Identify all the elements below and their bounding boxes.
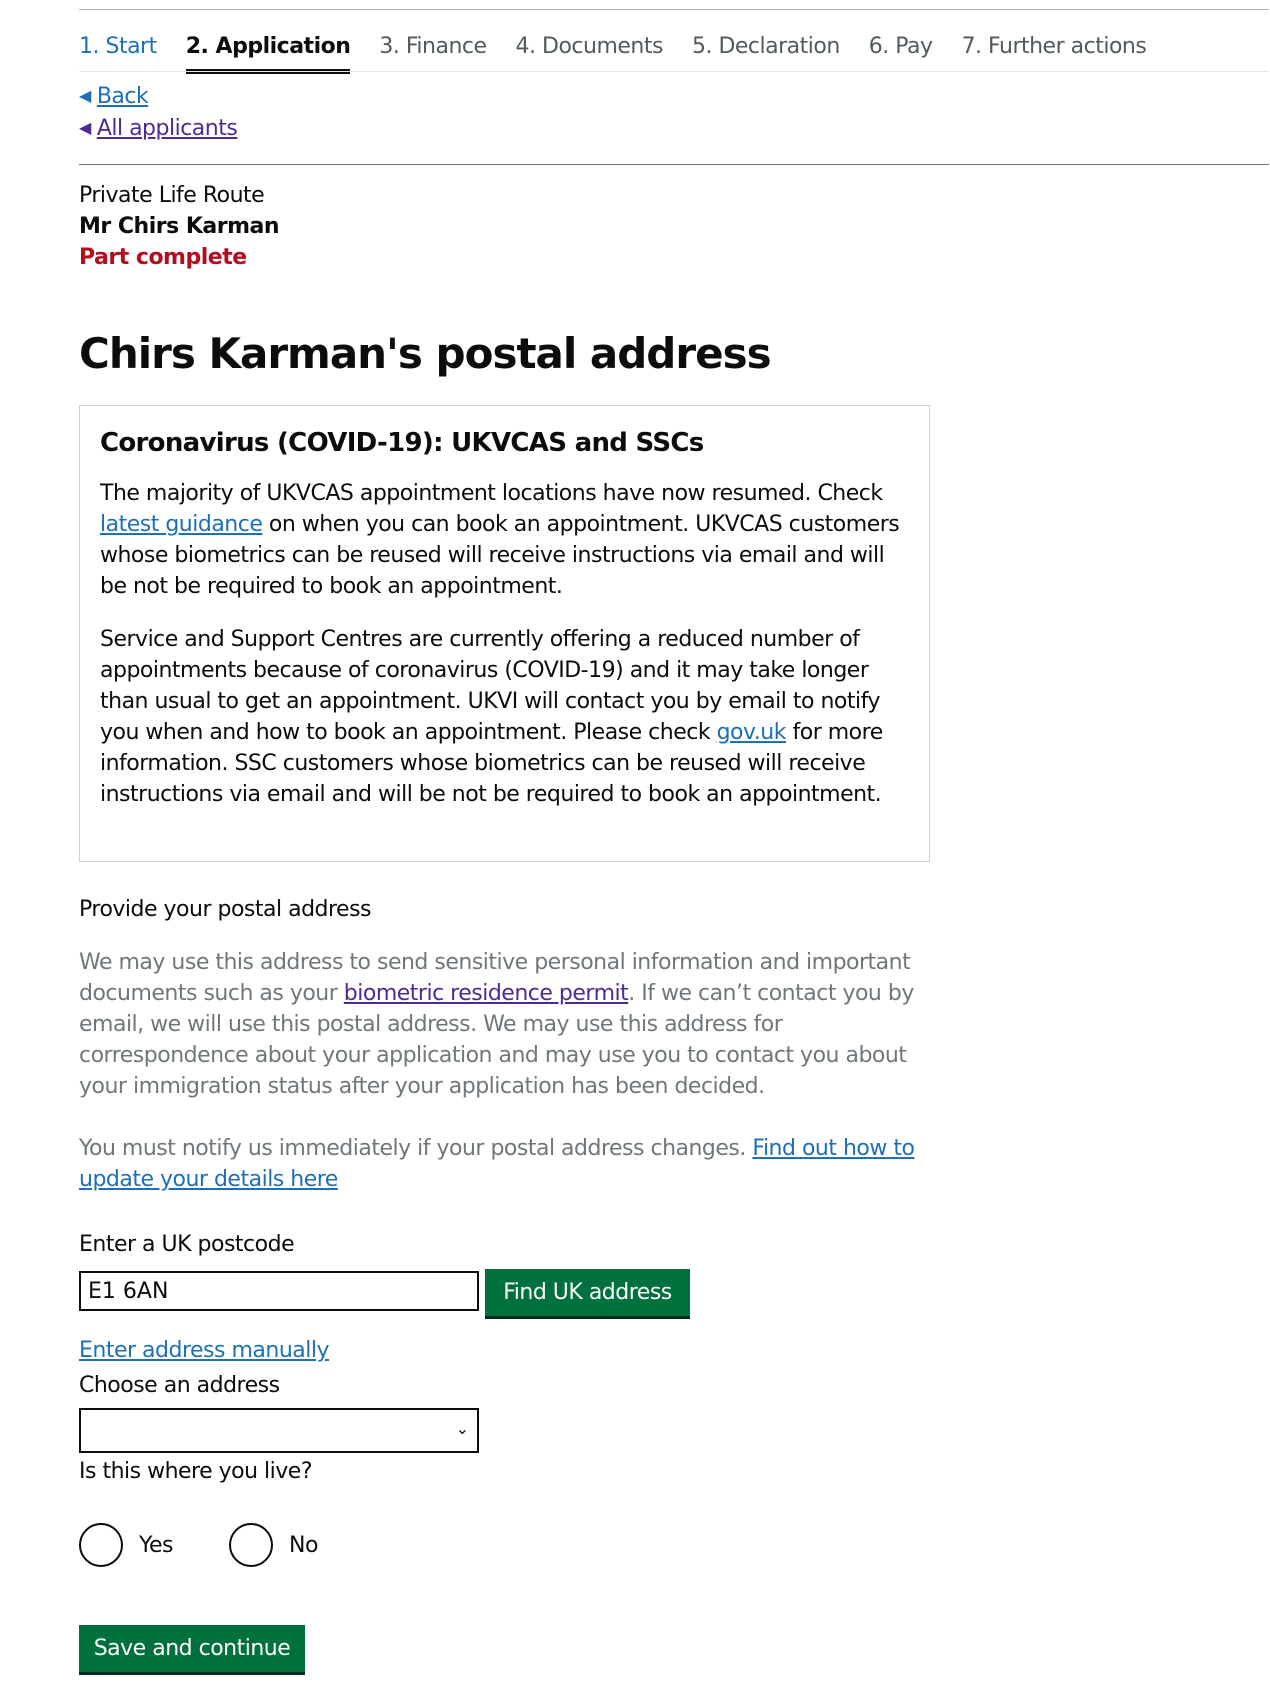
hint2-text: You must notify us immediately if your postal address changes. bbox=[79, 1136, 753, 1161]
applicant-name: Mr Chirs Karman bbox=[79, 214, 280, 239]
top-rule bbox=[79, 9, 1269, 10]
latest-guidance-link[interactable]: latest guidance bbox=[100, 512, 263, 537]
back-arrow-icon: ◀ bbox=[79, 86, 91, 105]
notice-paragraph-1 bbox=[100, 478, 909, 602]
radio-yes-label: Yes bbox=[139, 1532, 174, 1558]
step-finance: 3. Finance bbox=[379, 34, 487, 59]
step-declaration: 5. Declaration bbox=[691, 34, 840, 59]
page-title: Chirs Karman's postal address bbox=[79, 329, 771, 378]
hint1-text: We may use this address to send sensitive personal information and important documents such as your bbox=[79, 950, 911, 1006]
choose-address-label: Choose an address bbox=[79, 1373, 280, 1398]
gov-uk-link[interactable]: gov.uk bbox=[716, 720, 786, 745]
chevron-down-icon: ⌄ bbox=[455, 1419, 469, 1438]
update-details-link[interactable]: Find out how to update your details here bbox=[79, 1136, 915, 1192]
step-start[interactable]: 1. Start bbox=[79, 34, 157, 59]
find-uk-address-button[interactable]: Find UK address bbox=[485, 1269, 690, 1316]
all-applicants-link[interactable] bbox=[79, 112, 237, 144]
notice-p2-text-end: for more information. SSC customers whose biometrics can be reused will receive instructions via email and will be not be required to book an appointment. bbox=[100, 720, 883, 807]
radio-yes[interactable] bbox=[79, 1523, 173, 1567]
all-applicants-label: All applicants bbox=[96, 116, 238, 141]
enter-address-manually-link[interactable]: Enter address manually bbox=[79, 1338, 329, 1363]
notice-p1-text: The majority of UKVCAS appointment locations have now resumed. Check bbox=[100, 481, 883, 506]
notice-p1-text-end: on when you can book an appointment. UKVCAS customers whose biometrics can be reused will receive instructions via email and will be not be required to book an appointment. bbox=[100, 512, 900, 599]
save-and-continue-button[interactable]: Save and continue bbox=[79, 1625, 305, 1672]
back-arrow-icon: ◀ bbox=[79, 118, 91, 137]
status-badge: Part complete bbox=[79, 245, 247, 270]
step-application: 2. Application bbox=[186, 30, 351, 70]
route-name: Private Life Route bbox=[79, 183, 265, 208]
notice-heading: Coronavirus (COVID-19): UKVCAS and SSCs bbox=[100, 428, 704, 458]
live-question: Is this where you live? bbox=[79, 1459, 313, 1484]
step-pay: 6. Pay bbox=[868, 34, 933, 59]
section-divider bbox=[79, 164, 1269, 165]
radio-no-circle[interactable] bbox=[229, 1523, 273, 1567]
postcode-label: Enter a UK postcode bbox=[79, 1232, 295, 1257]
steps-divider bbox=[79, 71, 1269, 72]
progress-steps bbox=[79, 30, 1175, 70]
covid-notice bbox=[79, 405, 930, 862]
address-select[interactable] bbox=[79, 1408, 479, 1453]
step-further-actions: 7. Further actions bbox=[961, 34, 1147, 59]
back-links bbox=[79, 80, 237, 144]
radio-yes-circle[interactable] bbox=[79, 1523, 123, 1567]
radio-no[interactable] bbox=[229, 1523, 318, 1567]
notice-paragraph-2 bbox=[100, 624, 909, 810]
step-documents: 4. Documents bbox=[515, 34, 663, 59]
radio-no-label: No bbox=[289, 1532, 318, 1558]
postal-address-label: Provide your postal address bbox=[79, 897, 372, 922]
biometric-residence-permit-link[interactable]: biometric residence permit bbox=[343, 981, 629, 1006]
applicant-summary bbox=[79, 180, 279, 273]
back-link-label: Back bbox=[96, 84, 149, 109]
address-change-hint bbox=[79, 1133, 939, 1195]
postcode-input[interactable] bbox=[79, 1271, 479, 1311]
postal-address-hint bbox=[79, 947, 939, 1102]
hint1-text-end: . If we can’t contact you by email, we will use this postal address. We may use this address for correspondence about your application and may use you to contact you about your immigration status after your application has been decided. bbox=[79, 981, 914, 1099]
notice-p2-text: Service and Support Centres are currently offering a reduced number of appointments because of coronavirus (COVID-19) and it may take longer than usual to get an appointment. UKVI will contact you by email to notify you when and how to book an appointment. Please check bbox=[100, 627, 880, 745]
back-link[interactable] bbox=[79, 80, 237, 112]
